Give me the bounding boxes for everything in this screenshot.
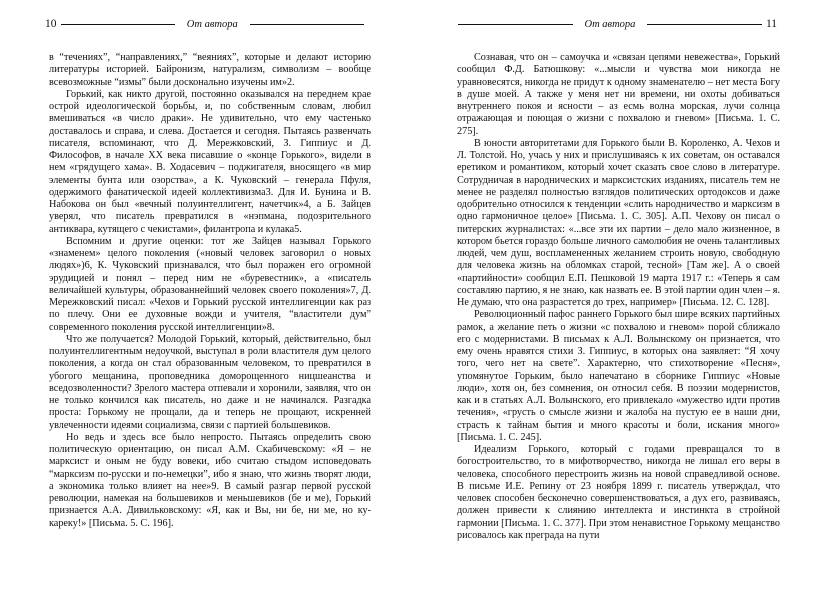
header-rule-right: [250, 24, 364, 25]
paragraph: Что же получается? Молодой Горький, который, действительно, был полуинтеллигентным недоучкой, выступал в роли властителя дум целого поколения, а когда он стал образованным человеком, то превратился в убогого мещанина, проповедника доморощенного ницшеанства и вседозволенности? Зрелого мастера отпевали и хоронили, заявляя, что он не только кончился как писатель, но даже и не начинался. Разгадка проста: Горькому не прощали, да и теперь не прощают, искренней увлеченности идеями социализма, связи с партией большевиков.: [49, 333, 371, 431]
right-page-body: [457, 52, 780, 542]
header-rule-right: [647, 24, 762, 25]
paragraph: Вспомним и другие оценки: тот же Зайцев называл Горького «знаменем» целого поколения («новый человек заговорил о новых людях»)6, К. Чуковский признавался, что был поражен его огромной эрудицией и понял – перед ним не «буревестник», а «писатель величайшей культуры, образованнейший человек своего поколения»7, Д. Мережковский писал: «Чехов и Горький русской интеллигенции как раз по плечу. Они ее духовные вожди и учителя, “властители дум” современного поколения русской интеллигенции»8.: [49, 235, 371, 333]
paragraph: Сознавая, что он – самоучка и «связан цепями невежества», Горький сообщил Ф.Д. Батюшкову: «...мысли и чувства мои никогда не уравновесятся, никогда не придут к одному знаменателю – нет места Богу в душе моей. А также у меня нет ни времени, ни охоты добиваться внутреннего покоя и ясности – аз есмь волна морская, лучи солнца отражающая и поющая о жизни с похвалою и гневом» [Письма. 1. С. 275].: [457, 52, 780, 137]
left-running-header: [45, 13, 368, 35]
left-page-body: [49, 52, 371, 530]
right-page-number: 11: [765, 18, 778, 30]
header-rule-left: [61, 24, 175, 25]
left-page-number: 10: [45, 18, 57, 30]
left-running-title: От автора: [186, 18, 238, 30]
paragraph: Горький, как никто другой, постоянно оказывался на переднем крае острой идеологической борьбы, и, по собственным словам, любил вмешиваться «в число драки». Не удивительно, что ему частенько доставалось и справа, и слева. Достается и сегодня. Пытаясь развенчать писателя, вспоминают, что Д. Мережковский, З. Гиппиус и Д. Философов, в начале ХХ века писавшие о «конце Горького», видели в нем «грядущего хама». В. Ходасевич – поджигателя, вносящего «в мир элементы бунта или озорства», а К. Чуковский – генерала Пфуля, одержимого фанатической идеей коллективизма3. Для И. Бунина и В. Набокова он был «вечный полуинтеллигент, начетчик»4, а Б. Зайцев уверял, что писатель превратился в «нэпмана, подозрительного антиквара, кутящего с чекистами», филантропа и кулака5.: [49, 88, 371, 235]
paragraph: Идеализм Горького, который с годами превращался то в богостроительство, то в мифотворчество, никогда не лишал его веры в человека, способного перестроить жизнь на новой справедливой основе. В письме И.Е. Репину от 23 ноября 1899 г. писатель утверждал, что человек способен бесконечно совершенствоваться, а дух его, развиваясь, должен привести к слиянию интеллекта и инстинкта в стройной гармонии [Письма. 1. С. 377]. При этом ненавистное Горькому мещанство рисовалось как преграда на пути: [457, 444, 780, 541]
paragraph: Революционный пафос раннего Горького был шире всяких партийных рамок, а желание петь о жизни «с похвалою и гневом» порой сближало его с модернистами. В письмах к А.Л. Волынскому он признается, что ему очень нравятся стихи З. Гиппиус, в которых она заявляет: “Я хочу того, чего нет на свете”. Характерно, что стихотворение «Песня», упомянутое Горьким, было напечатано в сборнике Гиппиус «Новые люди», хотя он, без сомнения, он относил себя. В поэзии модернистов, как и в статьях А.Л. Волынского, его привлекало «мужество идти против течения», «грусть о смысле жизни и жалоба на пустую ее в наши дни, страсть к тайнам бытия и много красоты и боли, искания много» [Письма. 1. С. 245].: [457, 309, 780, 443]
header-rule-left: [458, 24, 573, 25]
paragraph: Но ведь и здесь все было непросто. Пытаясь определить свою политическую ориентацию, он писал А.М. Скабичевскому: «Я – не марксист и оным не буду вовеки, ибо считаю стыдом исповедовать “марксизм по-русски и по-немецки”, ибо я знаю, что жизнь творят люди, а экономика только влияет на нее»9. В самый разгар первой русской революции, намекая на большевиков и меньшевиков (бе и ме), Горький признается А.А. Дивильковскому: «Я, как и Вы, ни бе, ни ме, но ку-кареку!» [Письма. 5. С. 196].: [49, 431, 371, 529]
right-running-title: От автора: [584, 18, 636, 30]
paragraph: В юности авторитетами для Горького были В. Короленко, А. Чехов и Л. Толстой. Но, учась у них и прислушиваясь к их советам, он оставался еретиком и романтиком, который хочет сказать свое слово в литературе. Сотрудничая в народнических и марксистских изданиях, писатель тем не менее не разделял полностью взглядов политических ортодоксов и даже одобрительно относился к тенденции «слить народничество и марксизм в одно гармоничное целое» [Письма. 1. С. 305]. А.П. Чехову он писал о питерских журналистах: «...все эти их партии – дело мало жизненное, в котором бьется гораздо больше личного самолюбия не очень талантливых людей, чем душ, воспламененных желанием строить новую, свободную для человека жизнь на обломках старой, тесной» [Там же]. А о своей «партийности» сообщил Е.П. Пешковой 19 марта 1917 г.: «Теперь я сам составляю партию, я не знаю, как назвать ее. В этой партии один член – я. Не думаю, что она разрастется до трех, например» [Письма. 12. С. 128].: [457, 137, 780, 308]
right-running-header: [454, 13, 777, 35]
right-page: [411, 0, 822, 609]
paragraph: в “течениях”, “направлениях,” “веяниях”, которые и делают историю литературы историей. Байронизм, натурализм, символизм – вообще всевозможные “измы” были досконально изучены им»2.: [49, 52, 371, 88]
